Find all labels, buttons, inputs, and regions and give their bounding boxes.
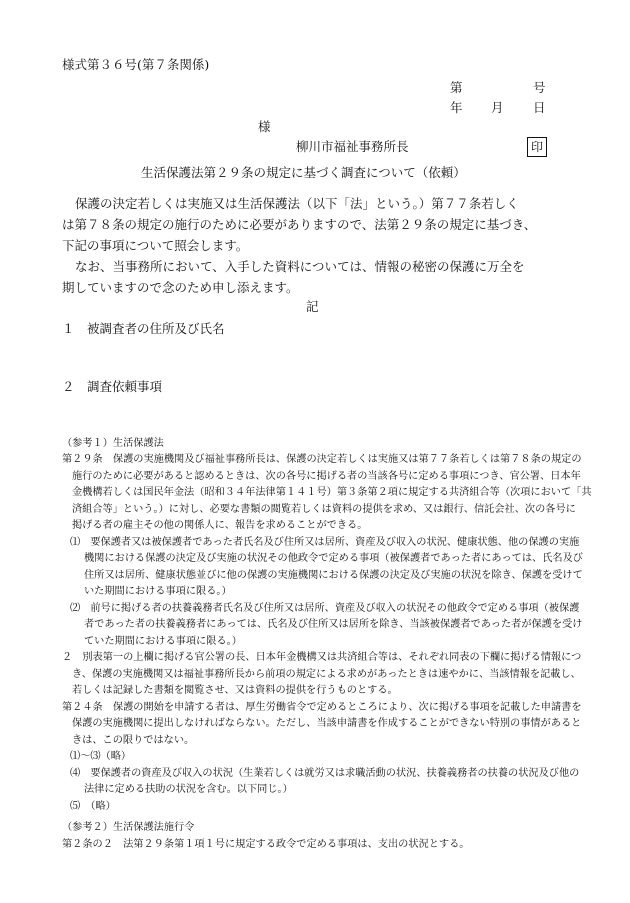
paragraph-2-line: ２ 別表第一の上欄に掲げる官公署の長、日本年金機構又は共済組合等は、それぞれ同表の下欄に掲げる情報につ (62, 652, 582, 663)
doc-number-dai: 第 (450, 80, 463, 95)
para2-line: なお、当事務所において、入手した資料については、情報の秘密の保護に万全を (75, 259, 525, 274)
article-29-line: 施行のために必要があると認めるときは、次の各号に掲げる者の当該各号に定める事項につき、官公署、日本年 (72, 470, 581, 482)
item-1-line: 住所又は居所、健康状態並びに他の保護の実施機関における保護の決定及び実施の状況を除き、保護を受けて (84, 569, 583, 581)
article-29-line: 第２９条 保護の実施機関及び福祉事務所長は、保護の決定若しくは実施又は第７７条若しくは第７８条の規定の (62, 454, 582, 465)
para1-line: は第７８条の規定の施行のために必要がありますので、法第２９条の規定に基づき、 (62, 217, 537, 232)
paragraph-2-line: き、保護の実施機関又は福祉事務所長から前項の規定による求めがあったときは速やかに、当該情報を記載し、 (72, 668, 581, 680)
date-year: 年 (450, 100, 463, 115)
item-1-line: 機関における保護の決定及び実施の状況その他政令で定める事項（被保護者であった者にあっては、氏名及び (84, 553, 583, 564)
item-1-line: ⑴ 要保護者又は被保護者であった者氏名及び住所又は居所、資産及び収入の状況、健康状態、他の保護の実施 (70, 536, 580, 548)
ki-mark: 記 (306, 299, 319, 314)
article-24-line: 保護の実施機関に提出しなければならない。ただし、当該申請書を作成することができない特別の事情があると (72, 718, 582, 729)
article-24-item-5: ⑸ （略） (70, 800, 116, 812)
seal-mark: 印 (527, 137, 547, 157)
item-1-heading: １ 被調査者の住所及び氏名 (62, 321, 225, 336)
date-day: 日 (533, 100, 546, 115)
item-2-line: ⑵ 前号に掲げる者の扶養義務者氏名及び住所又は居所、資産及び収入の状況その他政令で定める事項（被保護 (70, 602, 580, 614)
item-2-line: ていた期間における事項に限る。） (84, 635, 242, 647)
body-text (62, 193, 582, 298)
item-1-line: いた期間における事項に限る。） (84, 586, 232, 597)
document-title: 生活保護法第２９条の規定に基づく調査について（依頼） (141, 165, 466, 180)
form-number: 様式第３６号(第７条関係) (62, 57, 210, 72)
date-month: 月 (491, 100, 504, 115)
article-29-line: 金機構若しくは国民年金法（昭和３４年法律第１４１号）第３条第２項に規定する共済組合等（次項において「共 (72, 487, 592, 498)
para2-line: 期していますので念のため申し添えます。 (62, 280, 299, 295)
reference-1-heading: （参考１）生活保護法 (62, 438, 164, 449)
item-2-line: 者であった者の扶養義務者にあっては、氏名及び住所又は居所を除き、当該被保護者であった者が保護を受け (84, 619, 583, 630)
para1-line: 下記の事項について照会します。 (62, 238, 249, 253)
article-24-item-4-line: 法律に定める扶助の状況を含む。以下同じ。） (84, 784, 293, 795)
article-24-item-4-line: ⑷ 要保護者の資産及び収入の状況（生業若しくは就労又は求職活動の状況、扶養義務者の扶養の状況及び他の (70, 767, 580, 779)
item-2-heading: ２ 調査依頼事項 (62, 379, 163, 394)
doc-number-go: 号 (533, 80, 546, 95)
paragraph-2-line: 若しくは記録した書類を閲覧させ、又は資料の提供を行うものとする。 (72, 685, 398, 696)
enforcement-order-article: 第２条の２ 法第２９条第１項１号に規定する政令で定める事項は、支出の状況とする。 (62, 839, 470, 850)
reference-1-text (62, 452, 592, 815)
article-24-line: きは、この限りではない。 (72, 734, 195, 746)
article-29-line: 掲げる者の雇主その他の関係人に、報告を求めることができる。 (72, 520, 368, 531)
para1-line: 保護の決定若しくは実施又は生活保護法（以下「法」という。）第７７条若しく (75, 196, 519, 211)
reference-2-heading: （参考２）生活保護法施行令 (62, 822, 195, 833)
article-24-items-1-3: ⑴～⑶（略） (70, 751, 132, 762)
sender-name: 柳川市福祉事務所長 (296, 139, 409, 154)
article-29-line: 済組合等」という。）に対し、必要な書類の閲覧若しくは資料の提供を求め、又は銀行、信託会社、次の各号に (72, 503, 576, 515)
article-24-line: 第２４条 保護の開始を申請する者は、厚生労働省令で定めるところにより、次に掲げる事項を記載した申請書を (62, 701, 582, 713)
addressee-sama: 様 (258, 119, 271, 134)
